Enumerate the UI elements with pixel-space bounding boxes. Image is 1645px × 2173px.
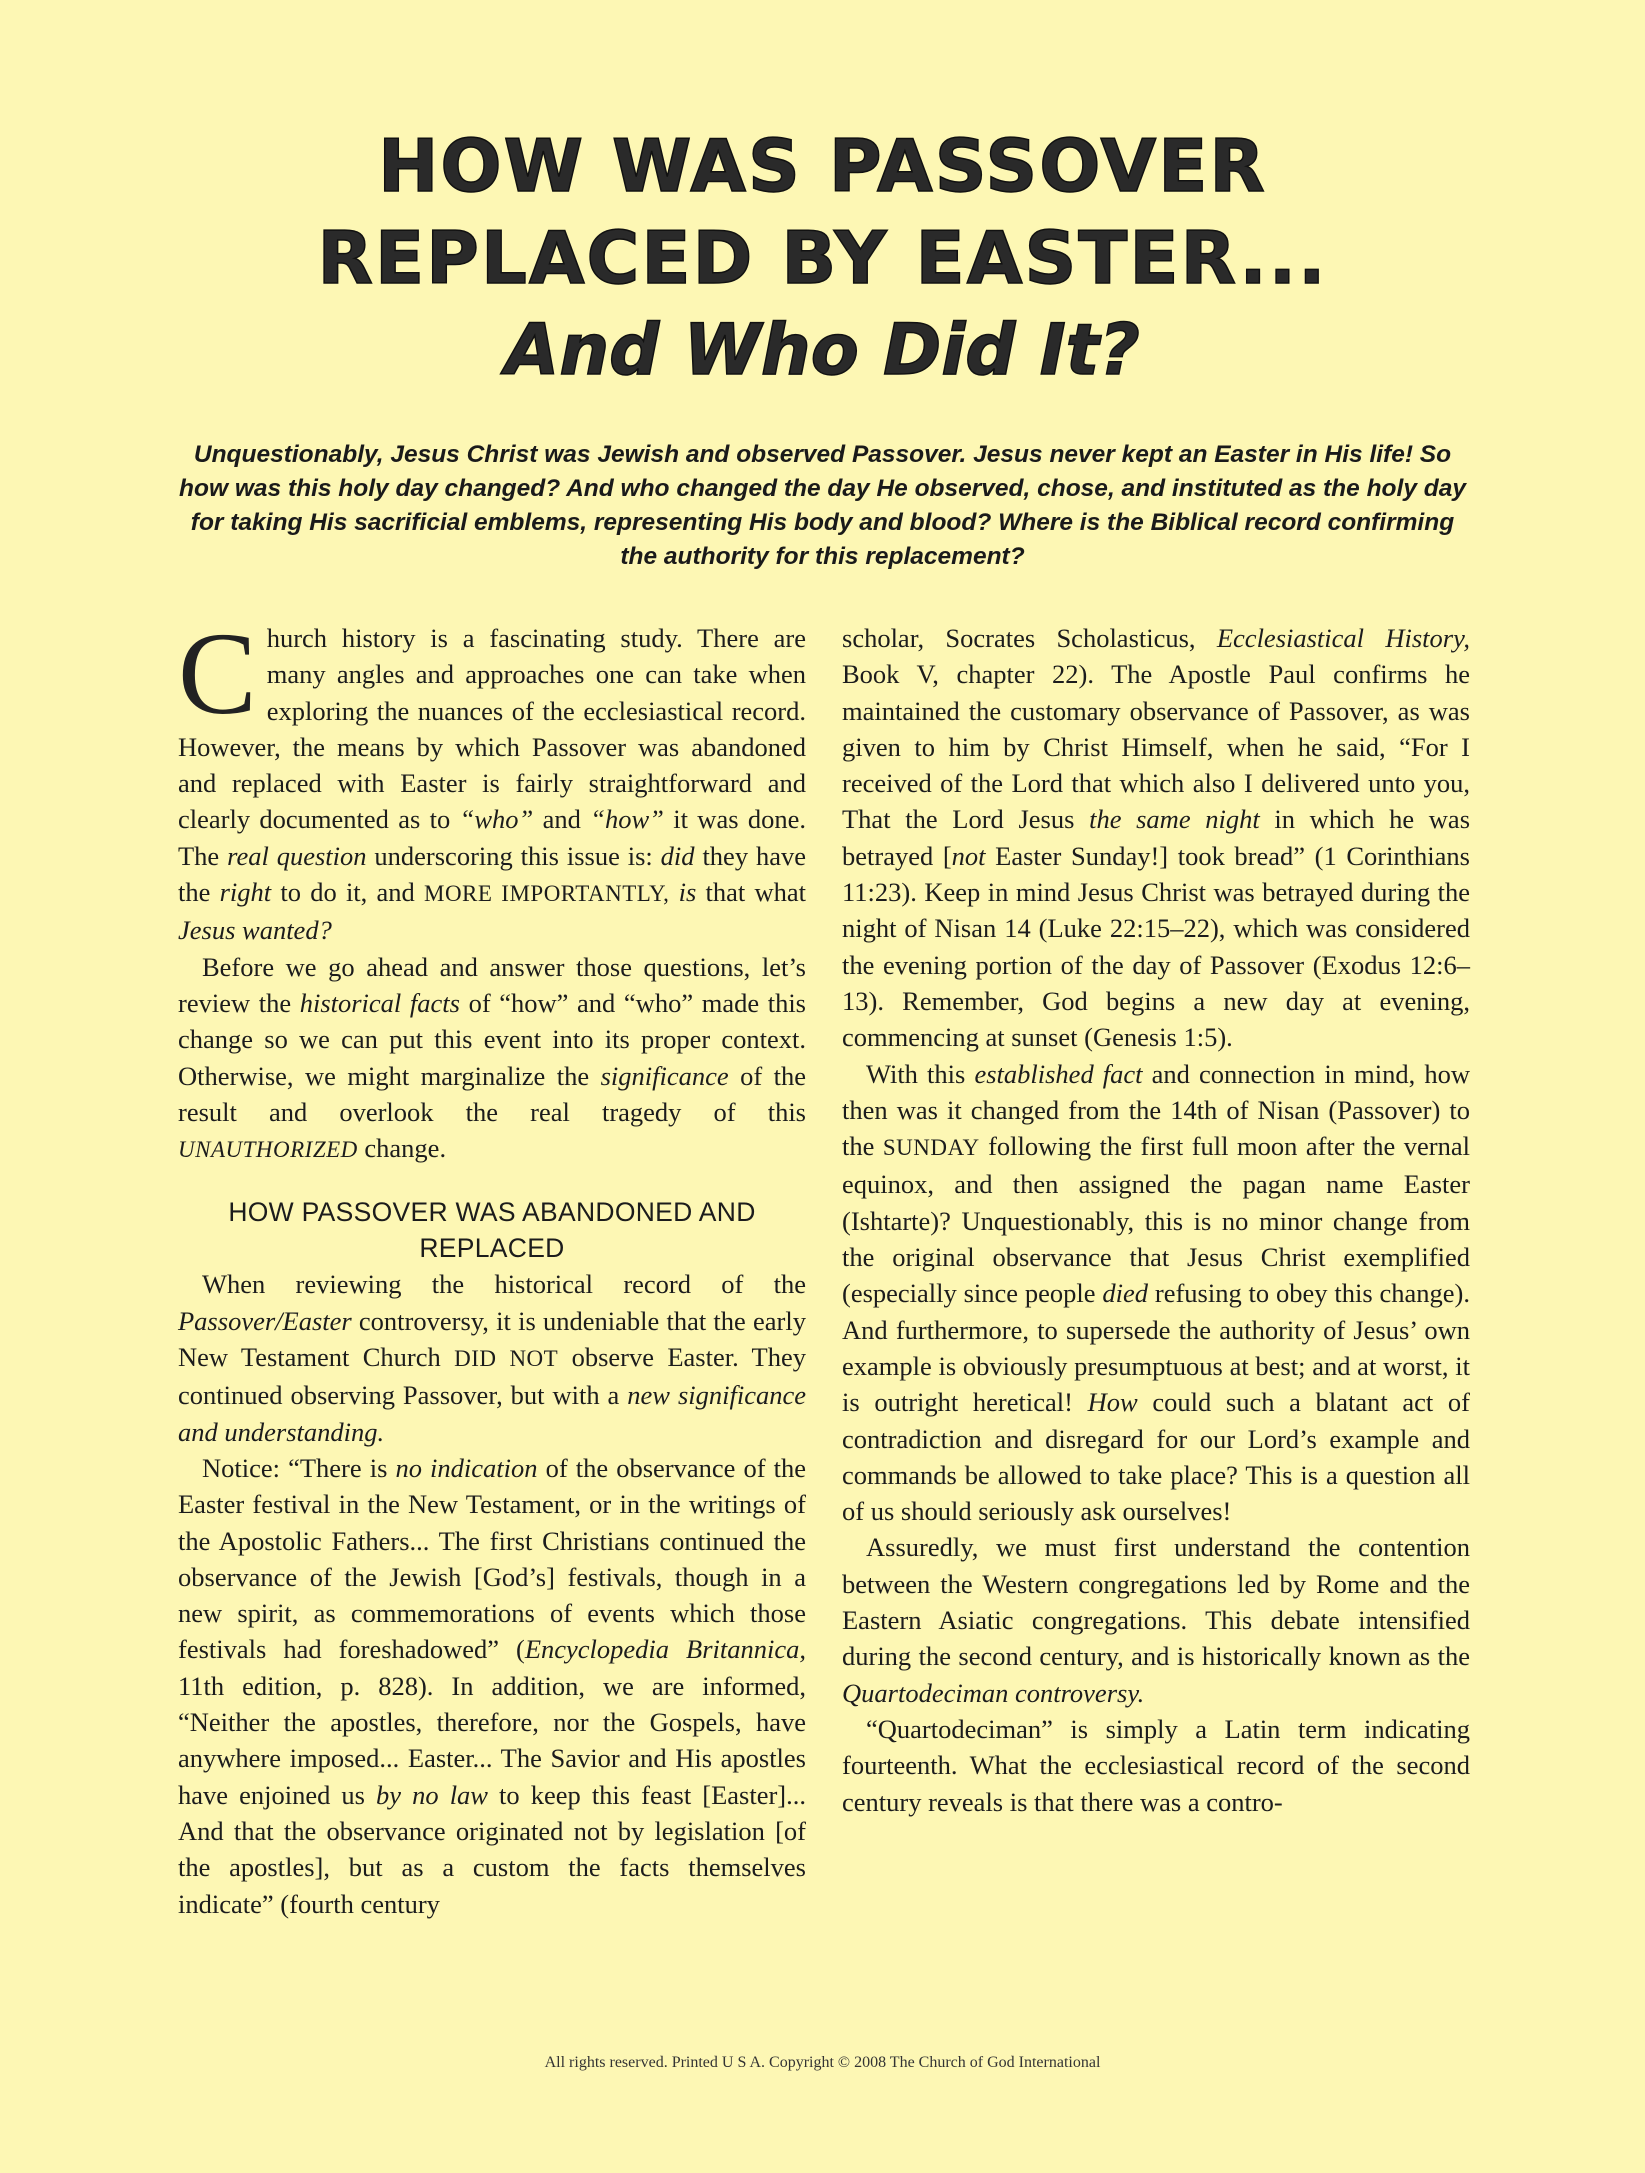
paragraph (842, 1056, 1470, 1530)
emphasis: no indication (395, 1452, 538, 1483)
emphasis: not (951, 840, 986, 871)
text: 11th edition, p. 828). In addition, we are informed, “Neither the apostles, therefore, nor the Gospels, have anywhere imposed... Easter... The Savior and His apostles have enjoined us (178, 1670, 806, 1810)
emphasis: Passover/Easter (178, 1305, 352, 1336)
text: Book V, chapter 22). The Apostle Paul confirms he maintained the customary observance of Passover, as was given to him by Christ Himself, when he said, “For I received of the Lord that which also I delivered unto you, That the Lord Jesus (842, 659, 1470, 835)
title-line-2: REPLACED BY EASTER... (317, 216, 1328, 300)
emphasis: Ecclesiastical History, (1216, 623, 1470, 653)
paragraph (178, 1450, 806, 1922)
text (669, 877, 678, 907)
text: it was done. The (178, 804, 806, 871)
drop-cap: C (178, 608, 257, 739)
text: of “how” and “who” made this change so we can put this event into its proper context. Otherwise, we might marginalize the (178, 987, 806, 1091)
text: scholar, Socrates Scholasticus, (842, 623, 1217, 653)
emphasis: “who” (459, 804, 534, 835)
text: and (533, 804, 591, 835)
emphasis: did (660, 840, 695, 871)
emphasis: historical facts (299, 987, 460, 1018)
emphasis: Jesus wanted? (178, 915, 332, 946)
small-caps: UNAUTHORIZED (178, 1137, 358, 1163)
right-column (842, 620, 1470, 1820)
text: With this (866, 1058, 975, 1089)
paragraph (842, 620, 1470, 1056)
text: Easter Sunday!] took bread” (1 Corinthians 11:23). Keep in mind Jesus Christ was betrayed during the night of Nisan 14 (Luke 22:15–22), which was considered the evening portion of the day of Passover (Exodus 12:6–13). Remember, God begins a new day at evening, commencing at sunset (Genesis 1:5). (842, 840, 1470, 1053)
text: in which he was betrayed [ (842, 804, 1471, 871)
small-caps: MORE IMPORTANTLY, (424, 881, 670, 907)
small-caps: SUNDAY (882, 1135, 980, 1161)
copyright-footer: All rights reserved. Printed U S A. Copyright © 2008 The Church of God International (544, 2054, 1101, 2071)
emphasis: established fact (974, 1058, 1143, 1089)
text: could such a blatant act of contradiction and disregard for our Lord’s example and commands be allowed to take place? This is a question all of us should seriously ask ourselves! (842, 1387, 1470, 1527)
emphasis: real question (227, 840, 367, 871)
paragraph (842, 1711, 1470, 1820)
text: refusing to obey this change). And furthermore, to supersede the authority of Jesus’ own example is obviously presumptuous at best; and at worst, it is outright heretical! (842, 1278, 1470, 1418)
text: of the observance of the Easter festival in the New Testament, or in the writings of the Apostolic Fathers... The first Christians continued the observance of the Jewish [God’s] festivals, though in a new spirit, as commemorations of events which those festivals had foreshadowed” ( (178, 1452, 806, 1665)
title-subtitle: And Who Did It? (505, 309, 1140, 391)
emphasis: right (219, 877, 272, 908)
text: they have the (178, 840, 806, 908)
text: that what (696, 877, 807, 908)
text: observe Easter. They continued observing Passover, but with a (178, 1342, 807, 1411)
text: following the first full moon after the vernal equinox, and then assigned the pagan name Easter (Ishtarte)? Unquestionably, this is no minor change from the original observance that Jesus Christ exemplified (especially since people (842, 1131, 1470, 1309)
text: Before we go ahead and answer those questions, let’s review the (178, 951, 806, 1018)
emphasis: is (678, 877, 697, 908)
emphasis: significance (600, 1060, 729, 1091)
emphasis: Quartodeciman controversy. (842, 1677, 1145, 1708)
emphasis: the same night (1089, 804, 1260, 835)
paragraph (178, 949, 806, 1169)
text: hurch history is a fascinating study. There are many angles and approaches one can take when exploring the nuances of the ecclesiastical record. However, the means by which Passover was abandoned and replaced with Easter is fairly straightforward and clearly documented as to (178, 623, 806, 835)
text: When reviewing the historical record of the (202, 1269, 806, 1300)
paragraph (178, 1266, 806, 1449)
paragraph (842, 1529, 1470, 1710)
text: Notice: “There is (202, 1452, 396, 1483)
paragraph (178, 608, 807, 949)
text: of the result and overlook the real tragedy of this (178, 1060, 806, 1127)
text: underscoring this issue is: (366, 840, 661, 871)
section-heading: HOW PASSOVER WAS ABANDONED AND REPLACED (228, 1197, 756, 1264)
text: controversy, it is undeniable that the early New Testament Church (178, 1305, 806, 1373)
emphasis: by no law (376, 1779, 488, 1810)
emphasis: “how” (590, 804, 664, 835)
title-line-1: HOW WAS PASSOVER (378, 124, 1267, 208)
emphasis: Encyclopedia Britannica, (524, 1634, 807, 1665)
text: Assuredly, we must first understand the contention between the Western congregations led by Rome and the Eastern Asiatic congregations. This debate intensified during the second century, and is historically known as the (842, 1532, 1470, 1672)
left-column (178, 608, 807, 1922)
emphasis: new significance and understanding. (178, 1380, 806, 1447)
article-title (0, 120, 1645, 396)
emphasis: How (1087, 1387, 1138, 1418)
small-caps: DID NOT (454, 1346, 559, 1372)
text: “Quartodeciman” is simply a Latin term indicating fourteenth. What the ecclesiastical record of the second century reveals is that there was a contro- (842, 1713, 1470, 1817)
text: to do it, and (271, 877, 424, 908)
text: change. (357, 1133, 447, 1164)
text: to keep this feast [Easter]... And that the observance originated not by legislation [of the apostles], but as a custom the facts themselves indicate” (fourth century (178, 1779, 806, 1919)
emphasis: died (1102, 1278, 1149, 1309)
intro-paragraph: Unquestionably, Jesus Christ was Jewish and observed Passover. Jesus never kept an Easter in His life! So how was this holy day changed? And who changed the day He observed, chose, and instituted as the holy day for taking His sacrificial emblems, representing His body and blood? Where is the Biblical record confirming the authority for this replacement? (179, 441, 1466, 570)
text: and connection in mind, how then was it changed from the 14th of Nisan (Passover) to the (842, 1058, 1470, 1162)
